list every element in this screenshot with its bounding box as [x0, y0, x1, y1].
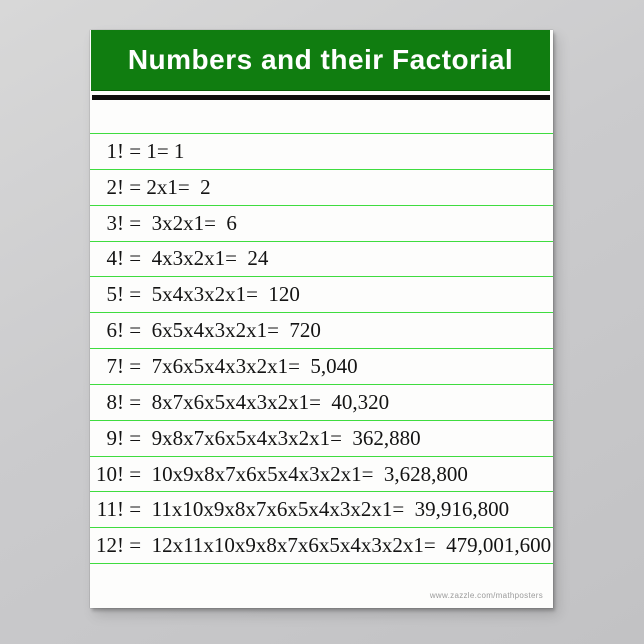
factorial-label: 9!	[106, 425, 124, 450]
factorial-label: 2!	[106, 174, 124, 199]
factorial-equation: = 9x8x7x6x5x4x3x2x1= 362,880	[124, 425, 421, 450]
factorial-label: 3!	[106, 210, 124, 235]
factorial-row-10	[90, 456, 553, 492]
factorial-equation: = 2x1= 2	[124, 174, 211, 199]
factorial-row-3	[90, 205, 553, 241]
factorial-row-12	[90, 527, 553, 563]
factorial-label: 7!	[106, 353, 124, 378]
factorial-row-2	[90, 169, 553, 205]
zazzle-watermark: www.zazzle.com/mathposters	[429, 591, 543, 600]
factorial-label: 1!	[106, 138, 124, 163]
factorial-row-7	[90, 348, 553, 384]
factorial-equation: = 4x3x2x1= 24	[124, 246, 269, 271]
factorial-row-1	[90, 133, 553, 169]
factorial-equation: = 7x6x5x4x3x2x1= 5,040	[124, 353, 358, 378]
factorial-label: 4!	[106, 246, 124, 271]
factorial-equation: = 8x7x6x5x4x3x2x1= 40,320	[124, 389, 390, 414]
factorial-row-4	[90, 241, 553, 277]
factorial-label: 6!	[106, 318, 124, 343]
factorial-label: 10!	[96, 461, 124, 486]
factorial-equation: = 5x4x3x2x1= 120	[124, 282, 300, 307]
factorial-equation: = 1= 1	[124, 138, 185, 163]
factorial-equation: = 11x10x9x8x7x6x5x4x3x2x1= 39,916,800	[124, 497, 510, 522]
factorial-row-6	[90, 312, 553, 348]
factorial-equation: = 10x9x8x7x6x5x4x3x2x1= 3,628,800	[124, 461, 468, 486]
factorial-label: 12!	[96, 533, 124, 558]
poster	[90, 30, 553, 608]
factorial-row-11	[90, 491, 553, 527]
factorial-equation: = 6x5x4x3x2x1= 720	[124, 318, 321, 343]
factorial-equation: = 3x2x1= 6	[124, 210, 237, 235]
factorial-label: 11!	[96, 497, 124, 522]
factorial-label: 8!	[106, 389, 124, 414]
title-underline-bar	[92, 95, 550, 100]
factorial-equation: = 12x11x10x9x8x7x6x5x4x3x2x1= 479,001,600	[124, 533, 552, 558]
factorial-row-9	[90, 420, 553, 456]
factorial-list	[90, 133, 553, 564]
factorial-row-8	[90, 384, 553, 420]
factorial-label: 5!	[106, 282, 124, 307]
title-banner	[91, 30, 550, 91]
poster-title: Numbers and their Factorial	[127, 44, 514, 75]
factorial-row-5	[90, 276, 553, 312]
